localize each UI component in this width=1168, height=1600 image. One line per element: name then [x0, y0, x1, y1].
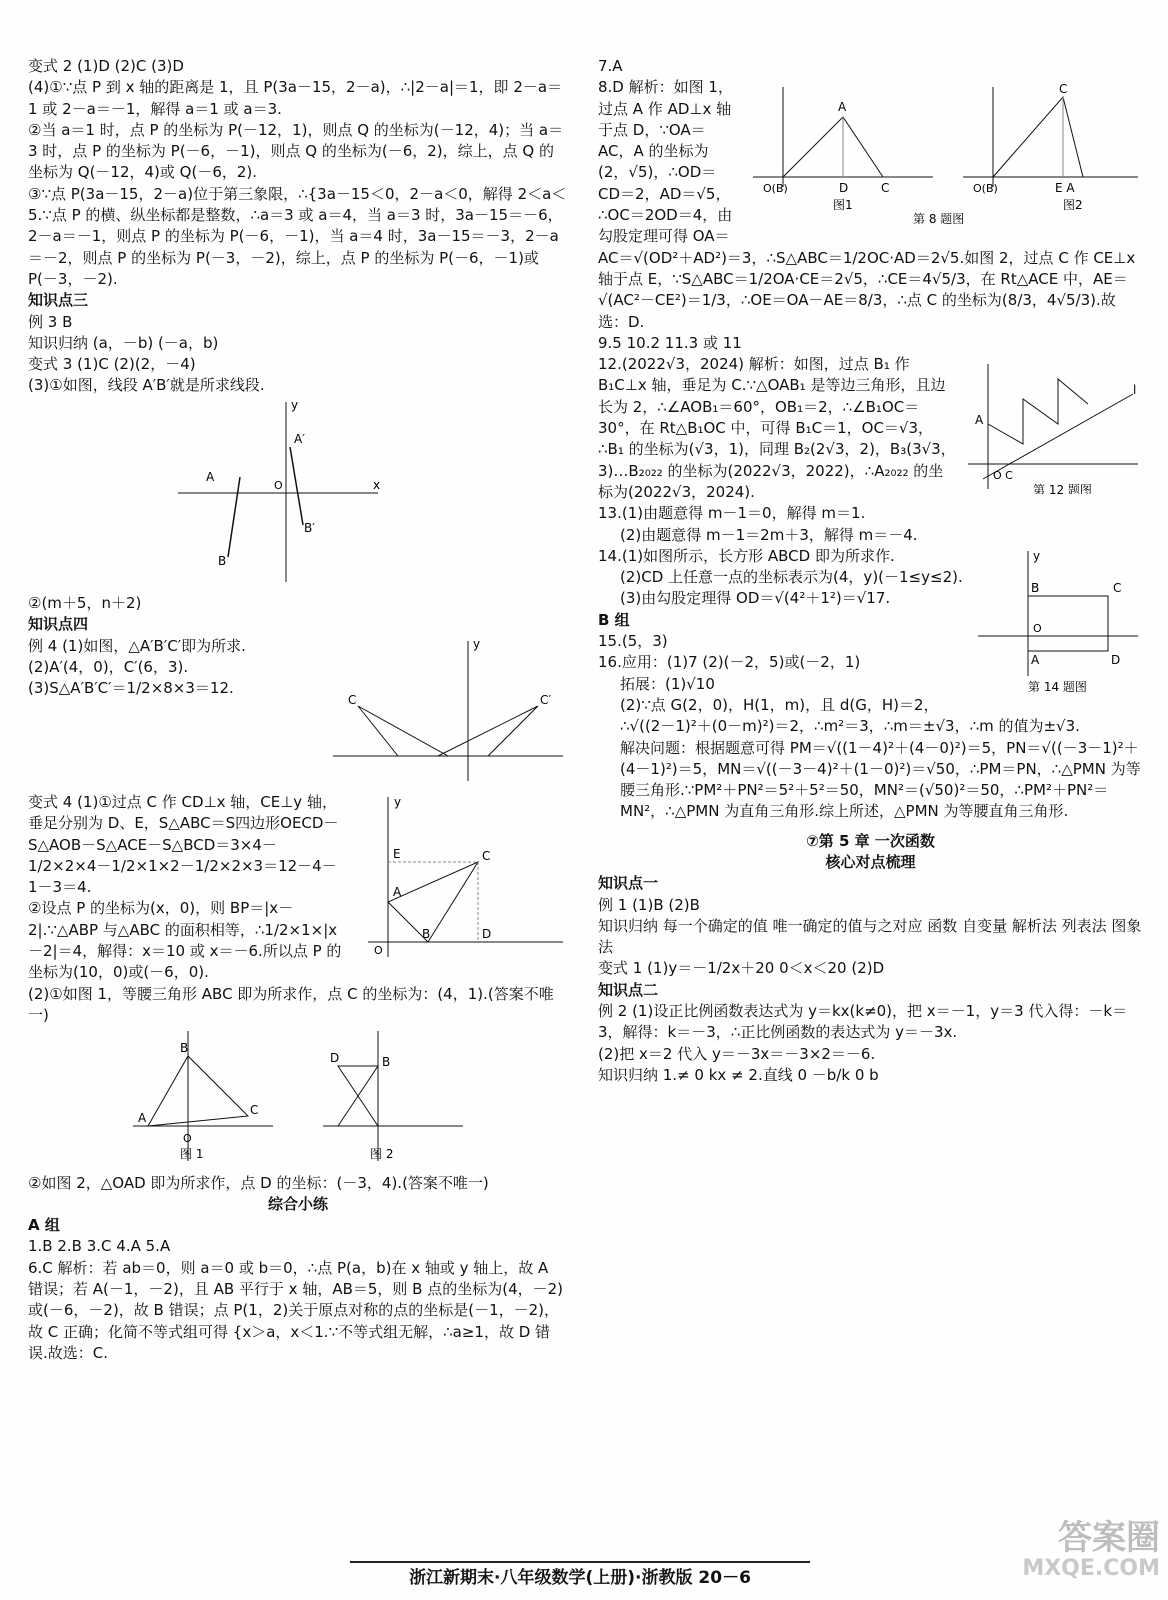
group-b: B 组 [598, 610, 630, 629]
example2-part1: 例 2 (1)设正比例函数表达式为 y＝kx(k≠0)，把 x＝－1，y＝3 代入得：－k＝3，解得：k＝－3，∴正比例函数的表达式为 y＝－3x. [598, 1002, 1128, 1042]
figure-q14 [973, 546, 1143, 712]
svg-text:C: C [482, 848, 491, 863]
answer-8: 8.D 解析：如图 1，过点 A 作 AD⊥x 轴于点 D，∵OA＝AC，A 的坐标为(2，√5)，∴OD＝CD＝2，AD＝√5，∴OC＝2OD＝4，由勾股定理可得 OA＝AC＝√(OD²＋AD²)＝3，∴S△ABC＝1/2OC·AD＝2√5.如图 2，过点 C 作 CE⊥x 轴于点 E，∵S△ABC＝1/2OA·CE＝2√5，∴CE＝4√5/3，在 Rt△ACE 中，AE＝√(AC²－CE²)＝1/3，∴OE＝OA－AE＝8/3，∴点 C 的坐标为(8/3，4√5/3).故选：D. [598, 78, 1136, 331]
answer-8-block [598, 77, 1143, 333]
svg-text:O: O [374, 943, 383, 957]
answer-7: 7.A [598, 57, 623, 75]
example4-block [28, 636, 568, 792]
svg-text:A: A [975, 413, 984, 428]
watermark-logo: 答案圈 [1058, 1518, 1160, 1558]
right-column [598, 56, 1143, 1086]
knowledge-summary-2: 知识归纳 1.≠ 0 kx ≠ 2.直线 0 －b/k 0 b [598, 1065, 879, 1084]
variant4-block [28, 792, 568, 984]
knowledge-summary-3: 知识归纳 (a，－b) (－a，b) [28, 333, 219, 352]
svg-text:l: l [1133, 383, 1137, 398]
example2-part2: (2)把 x＝2 代入 y＝－3x＝－3×2＝－6. [598, 1044, 876, 1063]
svg-text:A: A [838, 100, 847, 115]
variant4-part2-1: (2)①如图 1，等腰三角形 ABC 即为所求作，点 C 的坐标为：(4，1).(答案不唯一) [28, 984, 554, 1024]
chapter-subtitle: 核心对点梳理 [825, 852, 916, 871]
svg-text:O: O [1033, 621, 1042, 635]
answer-14-3: (3)由勾股定理得 OD＝√(4²＋1²)＝√17. [620, 589, 891, 608]
answer-16-solve: 解决问题：根据题意可得 PM＝√((1－4)²＋(4－0)²)＝5，PN＝√((－3－1)²＋(4－1)²)＝5，MN＝√((－3－4)²＋(1－0)²)＝√50，∴PM＝PN，∴△PMN 为等腰三角形.∵PM²＋PN²＝5²＋5²＝50，MN²＝(√50)²＝50，∴PM²＋PN²＝MN²，∴△PMN 为直角三角形.综上所述，△PMN 为等腰直角三角形. [620, 738, 1141, 821]
left-column [28, 56, 568, 1364]
section-knowledge-4: 知识点四 [28, 615, 89, 634]
variant2-part4-1: (4)①∵点 P 到 x 轴的距离是 1，且 P(3a－15，2－a)，∴|2－a|＝1，即 2－a＝1 或 2－a＝－1，解得 a＝1 或 a＝3. [28, 78, 563, 118]
answers-1-5: 1.B 2.B 3.C 4.A 5.A [28, 1237, 171, 1256]
answer-12: 12.(2022√3，2024) 解析：如图，过点 B₁ 作 B₁C⊥x 轴，垂足为 C.∵△OAB₁ 是等边三角形，且边长为 2，∴∠AOB₁＝60°，OB₁＝2，∴∠B₁OC＝30°，在 Rt△B₁OC 中，可得 B₁C＝1，OC＝√3，∴B₁ 的坐标为(√3，1)，同理 B₂(2√3，2)，B₃(3√3，3)…B₂₀₂₂ 的坐标为(2022√3，2022)，∴A₂₀₂₂ 的坐标为(2022√3，2024). [598, 355, 956, 501]
variant3-part3-2: ②(m＋5，n＋2) [28, 594, 142, 613]
figure-q12 [963, 354, 1143, 500]
svg-text:C: C [1059, 82, 1068, 97]
section-practice: 综合小练 [267, 1194, 328, 1213]
figure-example4 [328, 636, 568, 792]
section-knowledge-3: 知识点三 [28, 291, 89, 310]
variant2-part4-2: ②当 a＝1 时，点 P 的坐标为 P(－12，1)，则点 Q 的坐标为(－12，4)；当 a＝3 时，点 P 的坐标为 P(－6，－1)，则点 Q 的坐标为(－6，2)，综上，点 Q 的坐标为 Q(－12，4)或 Q(－6，2). [28, 120, 564, 182]
answer-16-extend-1: 拓展：(1)√10 [620, 674, 715, 693]
variant4-part2-2: ②如图 2，△OAD 即为所求作，点 D 的坐标：(－3，4).(答案不唯一) [28, 1173, 489, 1192]
answer-16-apply: 16.应用：(1)7 (2)(－2，5)或(－2，1) [598, 653, 861, 672]
svg-text:O: O [183, 1132, 192, 1146]
answer-14-2: (2)CD 上任意一点的坐标表示为(4，y)(－1≤y≤2). [620, 568, 963, 587]
svg-text:C: C [348, 692, 357, 707]
variant3-part3: (3)①如图，线段 A′B′就是所求线段. [28, 376, 265, 395]
svg-text:A: A [393, 884, 402, 899]
svg-text:D: D [482, 926, 492, 941]
answer-13-2: (2)由题意得 m－1＝2m＋3，解得 m＝－4. [620, 525, 918, 544]
svg-text:B: B [422, 926, 431, 941]
figure-label-fig2: 图 2 [370, 1147, 394, 1162]
example4-part1: 例 4 (1)如图，△A′B′C′即为所求. [28, 636, 246, 655]
svg-text:B: B [218, 553, 227, 568]
svg-text:D: D [330, 1051, 340, 1066]
figure-variant4 [358, 792, 568, 968]
answers-9-11: 9.5 10.2 11.3 或 11 [598, 333, 742, 352]
svg-text:O(B): O(B) [763, 182, 788, 196]
group-a: A 组 [28, 1216, 60, 1235]
svg-text:y: y [291, 397, 299, 412]
svg-text:A: A [1031, 652, 1040, 667]
svg-text:O(B): O(B) [973, 182, 998, 196]
figure-variant4-fig1 [128, 1026, 278, 1172]
answer-16-extend-2: (2)∵点 G(2，0)，H(1，m)，且 d(G，H)＝2，∴√((2－1)²＋(0－m)²)＝2，∴m²＝3，∴m＝±√3，∴m 的值为±√3. [620, 695, 1080, 736]
svg-text:C: C [250, 1103, 259, 1118]
example3: 例 3 B [28, 312, 73, 331]
watermark [940, 1520, 1160, 1582]
figures-variant4-2 [28, 1026, 568, 1172]
variant1: 变式 1 (1)y＝－1/2x＋20 0＜x＜20 (2)D [598, 959, 885, 978]
fig12-caption: 第 12 题图 [1033, 483, 1092, 495]
svg-text:C: C [1113, 580, 1122, 595]
svg-text:A: A [138, 1111, 147, 1126]
fig8-caption: 第 8 题图 [913, 212, 965, 227]
section-knowledge-1: 知识点一 [598, 874, 659, 893]
svg-text:A: A [206, 469, 215, 484]
svg-text:x: x [373, 477, 381, 492]
svg-text:B: B [180, 1041, 189, 1056]
svg-text:B′: B′ [304, 520, 315, 535]
section-knowledge-2: 知识点二 [598, 980, 659, 999]
fig8-label-2: 图2 [1063, 198, 1083, 213]
variant4-part2: ②设点 P 的坐标为(x，0)，则 BP＝|x－2|.∵△ABP 与△ABC 的面积相等，∴1/2×1×|x－2|＝4，解得：x＝10 或 x＝－6.所以点 P 的坐标为(10，0)或(－6，0). [28, 899, 342, 982]
figure-q8 [743, 77, 1143, 233]
watermark-url: MXQE.COM [1022, 1556, 1160, 1582]
figure-variant4-fig2 [318, 1026, 468, 1172]
figure-label-fig1: 图 1 [180, 1147, 204, 1162]
svg-text:B: B [382, 1055, 391, 1070]
example4-part2: (2)A′(4，0)，C′(6，3). [28, 657, 189, 676]
answer-14-1: 14.(1)如图所示，长方形 ABCD 即为所求作. [598, 546, 895, 565]
svg-text:y: y [473, 636, 481, 651]
svg-text:D: D [1111, 652, 1121, 667]
svg-text:O: O [274, 478, 283, 492]
page-footer: 浙江新期末·八年级数学(上册)·浙教版 20－6 [350, 1561, 810, 1593]
svg-text:A′: A′ [294, 431, 305, 446]
svg-text:E: E [393, 846, 401, 861]
answer-15: 15.(5，3) [598, 632, 668, 651]
answer-13-1: 13.(1)由题意得 m－1＝0，解得 m＝1. [598, 504, 866, 523]
svg-text:y: y [1033, 548, 1041, 563]
knowledge-summary-1: 知识归纳 每一个确定的值 唯一确定的值与之对应 函数 自变量 解析法 列表法 图象法 [598, 916, 1142, 957]
svg-text:y: y [394, 794, 402, 809]
variant2-heading: 变式 2 (1)D (2)C (3)D [28, 57, 184, 75]
svg-text:E A: E A [1055, 181, 1075, 196]
fig14-caption: 第 14 题图 [1028, 679, 1087, 694]
svg-text:D: D [839, 181, 849, 196]
example4-part3: (3)S△A′B′C′＝1/2×8×3＝12. [28, 679, 234, 698]
fig8-label-1: 图1 [833, 198, 853, 213]
svg-text:C′: C′ [540, 692, 552, 707]
answer-6: 6.C 解析：若 ab＝0，则 a＝0 或 b＝0，∴点 P(a，b)在 x 轴或 y 轴上，故 A 错误；若 A(－1，－2)，且 AB 平行于 x 轴，AB＝5，则 B 点的坐标为(4，－2)或(－6，－2)，故 B 错误；点 P(1，2)关于原点对称的点的坐标是(－1，－2)，故 C 正确；化简不等式组可得 {x＞a，x＜1.∵不等式组无解，∴a≥1，故 D 错误.故选：C. [28, 1258, 564, 1362]
variant4-part1: 变式 4 (1)①过点 C 作 CD⊥x 轴，CE⊥y 轴，垂足分别为 D、E，S△ABC＝S四边形OECD－S△AOB－S△ACE－S△BCD＝3×4－1/2×2×4－1/2×1×2－1/2×2×3＝12－4－1－3＝4. [28, 792, 339, 897]
svg-text:B: B [1031, 580, 1040, 595]
svg-text:O C: O C [993, 469, 1013, 483]
figure-variant3-grid [28, 397, 568, 593]
variant3: 变式 3 (1)C (2)(2，－4) [28, 355, 196, 374]
svg-text:C: C [881, 181, 890, 196]
chapter-title: ⑦第 5 章 一次函数 [806, 831, 935, 850]
variant2-part4-3: ③∵点 P(3a－15，2－a)位于第三象限，∴{3a－15＜0，2－a＜0，解得 2＜a＜5.∵点 P 的横、纵坐标都是整数，∴a＝3 或 a＝4，当 a＝3 时，3a－15＝－6，2－a＝－1，则点 P 的坐标为 P(－6，－1)，当 a＝4 时，3a－15＝－3，2－a＝－2，则点 P 的坐标为 P(－3，－2)，综上，点 P 的坐标为 P(－6，－1)或 P(－3，－2). [28, 184, 567, 288]
example1: 例 1 (1)B (2)B [598, 895, 700, 914]
